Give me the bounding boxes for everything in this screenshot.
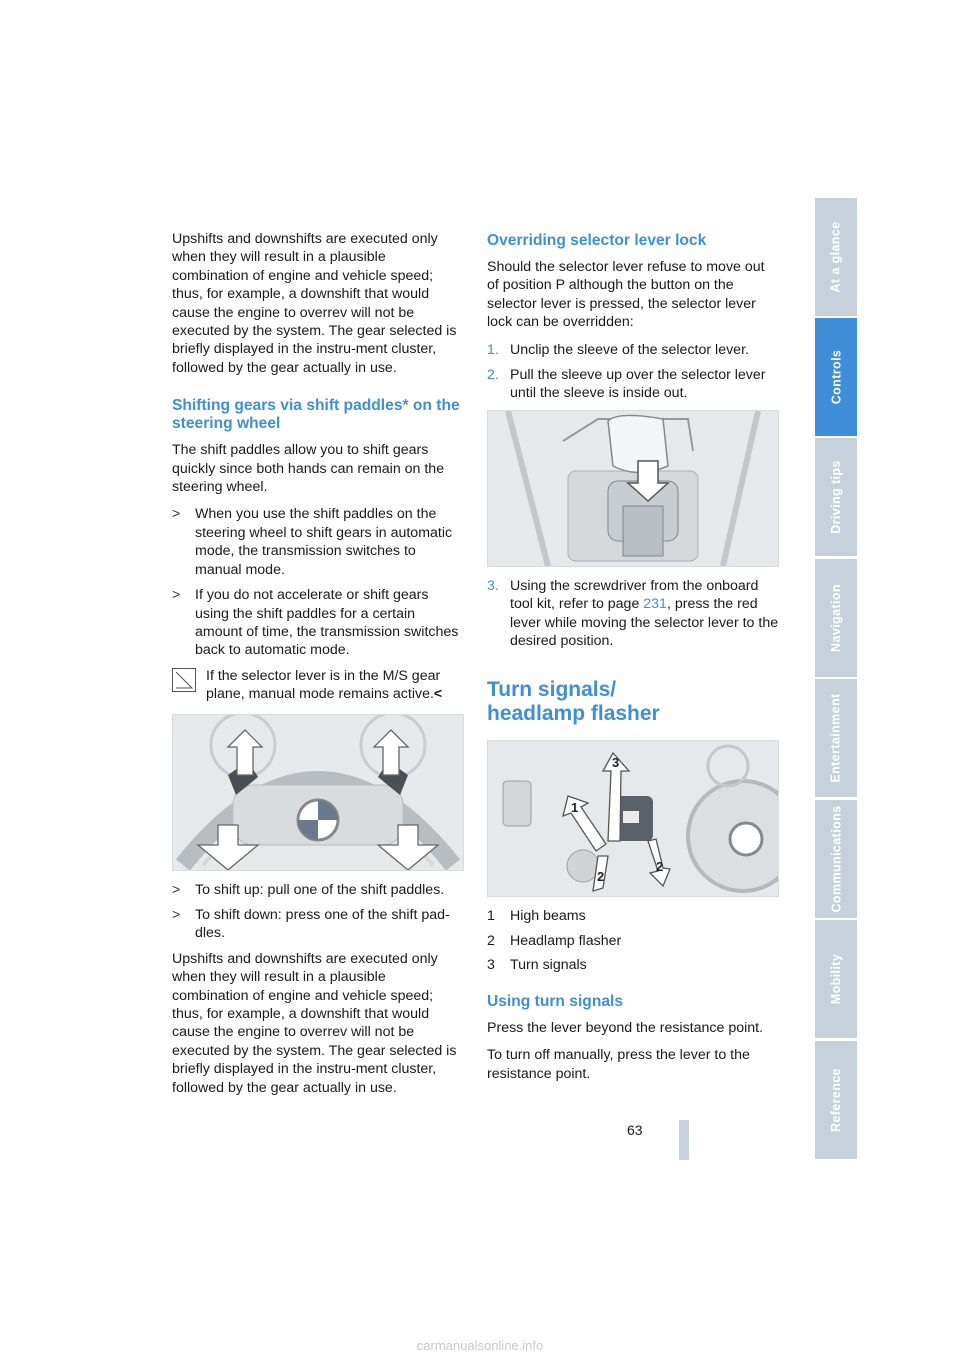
step-number: 1. [487, 341, 499, 358]
step-text: Unclip the sleeve of the selector lever. [510, 341, 749, 358]
tab-label: Entertainment [829, 693, 843, 783]
step-text-part: Using the screwdriver from the onboard tool kit, refer to page [510, 577, 759, 613]
legend-number: 2 [487, 932, 495, 949]
list-item [487, 341, 779, 359]
figure-shift-paddles [172, 714, 464, 871]
list-item-text: If you do not accelerate or shift gears using the shift paddles for a certain amount of time, the transmission switches back to automatic mode. [195, 587, 459, 659]
paragraph: Upshifts and downshifts are executed only when they will result in a plausible combination of engine and vehicle speed; thus, for example, a downshift that would cause the engine to overrev will not be executed by the system. The gear selected is briefly displayed in the instru-ment cluster, followed by the gear actually in use. [172, 950, 457, 1096]
tab-driving-tips[interactable] [815, 438, 857, 556]
tab-label: Navigation [829, 584, 843, 652]
tab-mobility[interactable] [815, 920, 857, 1038]
watermark: carmanualsonline.info [416, 1338, 544, 1353]
callout-1: 1 [571, 800, 579, 816]
section-heading-shift-paddles: Shifting gears via shift paddles* on the steering wheel [172, 397, 460, 433]
step-number: 2. [487, 367, 499, 384]
note-body: If the selector lever is in the M/S gear plane, manual mode remains active. [206, 667, 441, 703]
list-item-text: To shift up: pull one of the shift paddles. [195, 881, 445, 898]
page-marker-bar [679, 1120, 689, 1160]
paragraph: Upshifts and downshifts are executed only when they will result in a plausible combination of engine and vehicle speed; thus, for example, a downshift that would cause the engine to overrev will not be executed by the system. The gear selected is briefly displayed in the instru-ment cluster, followed by the gear actually in use. [172, 231, 457, 376]
paragraph: The shift paddles allow you to shift gears quickly since both hands can remain on the steering wheel. [172, 442, 445, 496]
tab-label: Driving tips [829, 460, 843, 534]
legend-text: High beams [510, 908, 586, 925]
callout-2: 2 [597, 869, 605, 885]
list-item [172, 505, 464, 579]
tab-label: At a glance [829, 221, 843, 293]
tab-controls[interactable] [815, 318, 857, 436]
step-text [510, 577, 779, 651]
callout-3: 3 [612, 755, 620, 771]
tab-label: Mobility [829, 953, 844, 1005]
list-item [487, 577, 779, 651]
tab-at-a-glance[interactable] [815, 198, 857, 316]
tab-label: Communications [829, 805, 843, 913]
figure-selector-lever [487, 410, 779, 567]
legend-text: Headlamp flasher [510, 932, 622, 949]
steering-wheel-illustration [173, 715, 463, 870]
callout-2: 2 [656, 859, 664, 875]
selector-lever-illustration [488, 411, 778, 566]
paragraph: To turn off manually, press the lever to the resistance point. [487, 1047, 750, 1082]
tab-navigation[interactable] [815, 559, 857, 677]
list-item [172, 906, 464, 943]
step-number: 3. [487, 577, 499, 594]
list-item [172, 881, 464, 899]
step-text-part: , press the red lever while moving the selector lever to the desired position. [510, 596, 779, 650]
note-text [206, 667, 464, 704]
bullet-marker: > [172, 881, 181, 898]
list-item-text: To shift down: press one of the shift pad-dles. [195, 906, 450, 942]
bullet-marker: > [172, 906, 181, 923]
section-heading-selector-lock: Overriding selector lever lock [487, 232, 707, 249]
list-item [172, 586, 464, 660]
tab-communications[interactable] [815, 800, 857, 918]
section-title-turn-signals [487, 678, 779, 726]
section-title-line: Turn signals/ [487, 678, 617, 702]
page-link[interactable]: 231 [643, 596, 667, 613]
section-title-line: headlamp flasher [487, 702, 660, 726]
end-marker: < [433, 686, 443, 703]
bullet-marker: > [172, 506, 181, 523]
section-heading-using-turn-signals: Using turn signals [487, 992, 624, 1010]
legend-item [487, 932, 779, 950]
legend-text: Turn signals [510, 957, 587, 974]
turn-signal-illustration [488, 741, 778, 896]
legend-number: 3 [487, 957, 495, 974]
left-column [172, 230, 464, 1106]
paragraph: Press the lever beyond the resistance point. [487, 1019, 764, 1036]
step-text: Pull the sleeve up over the selector lever until the sleeve is inside out. [510, 367, 766, 402]
figure-turn-signal-lever [487, 740, 779, 897]
tab-label: Controls [829, 349, 843, 405]
tab-label: Reference [829, 1067, 843, 1133]
paragraph: Should the selector lever refuse to move out of position P although the button on the selector lever is pressed, the selector lever lock can be overridden: [487, 259, 765, 331]
tab-entertainment[interactable] [815, 679, 857, 797]
list-item-text: When you use the shift paddles on the steering wheel to shift gears in automatic mode, the transmission switches to manual mode. [195, 506, 453, 578]
note-triangle-icon [172, 668, 196, 692]
chapter-sidebar [815, 198, 857, 1160]
legend-number: 1 [487, 908, 495, 925]
page-number: 63 [627, 1122, 643, 1138]
note-box [172, 667, 464, 704]
bullet-marker: > [172, 587, 181, 604]
legend-item [487, 907, 779, 925]
right-column [487, 230, 779, 1092]
legend-item [487, 956, 779, 974]
tab-reference[interactable] [815, 1041, 857, 1159]
list-item [487, 366, 779, 403]
